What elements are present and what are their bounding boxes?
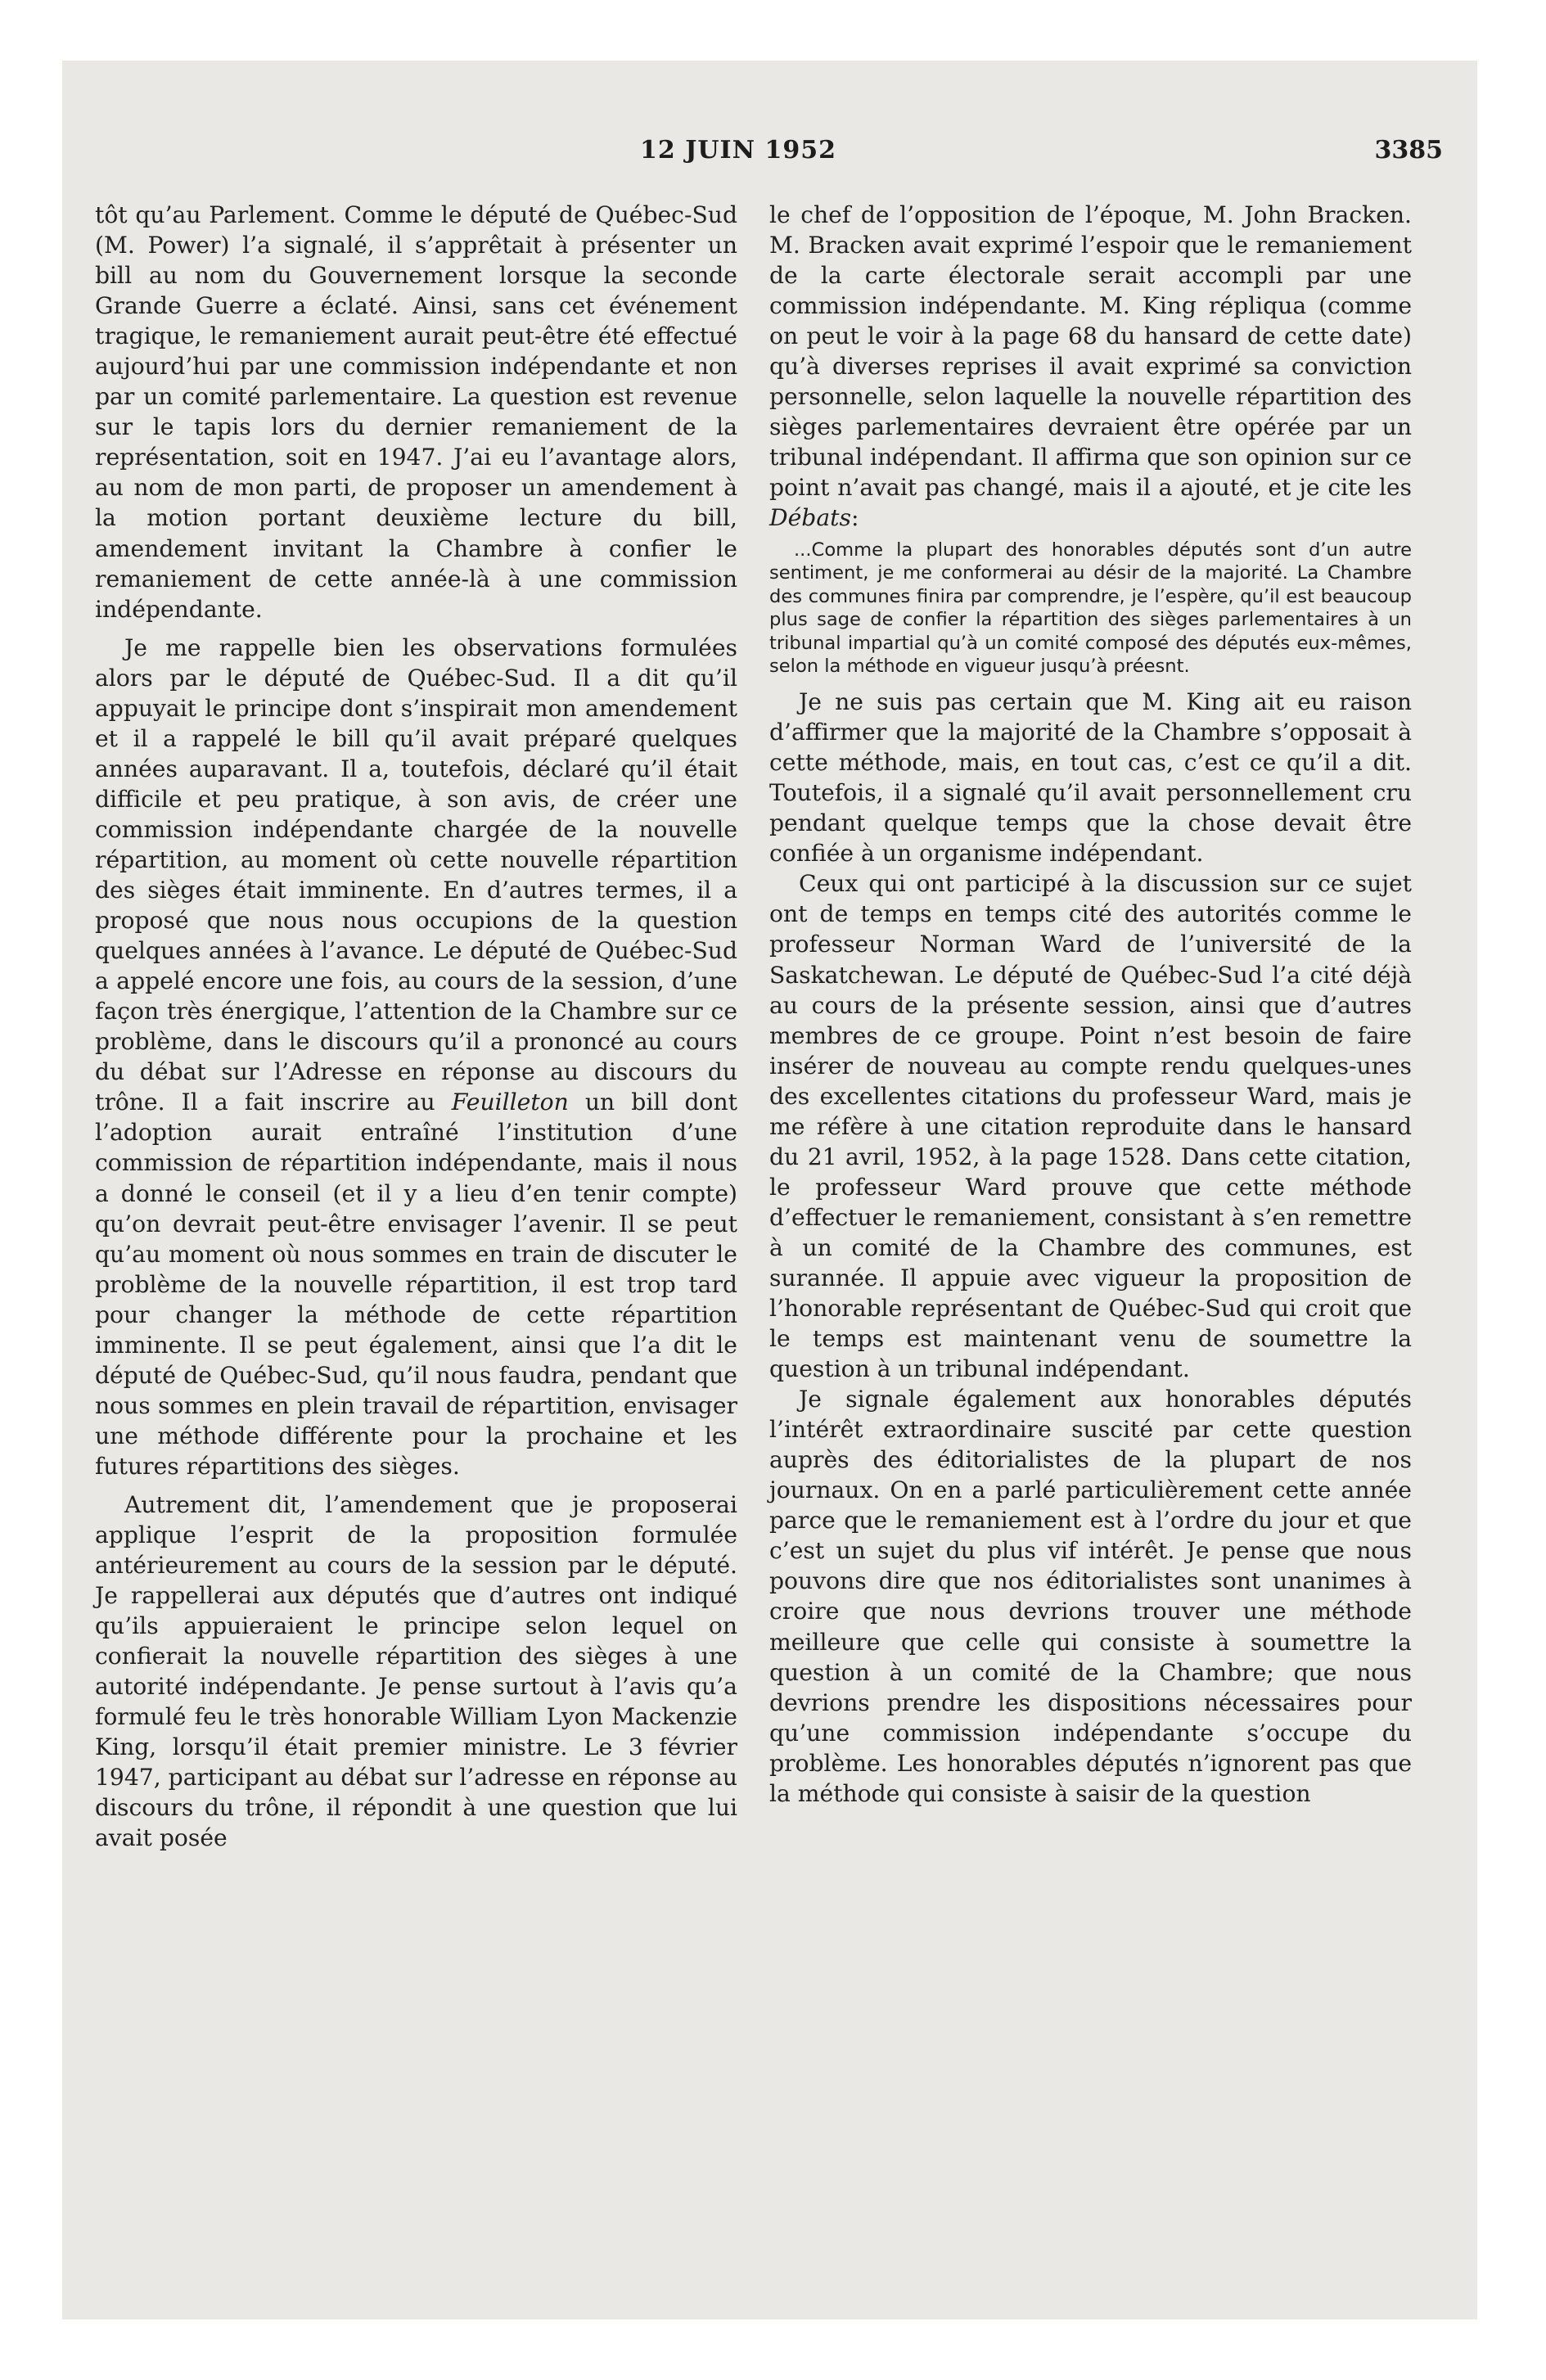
page-header: [101, 136, 1443, 178]
page-number: 3385: [1374, 136, 1443, 165]
italic-term: Feuilleton: [451, 1089, 569, 1116]
paragraph-text: Je me rappelle bien les observations formulées alors par le député de Québec-Sud. Il a dit qu’il appuyait le principe dont s’inspirait mon amendement et il a rappelé le bill qu’il avait préparé quelques années auparavant. Il a, toutefois, déclaré qu’il était difficile et peu pratique, à son avis, de créer une commission indépendante chargée de la nouvelle répartition, au moment où cette nouvelle répartition des sièges était imminente. En d’autres termes, il a proposé que nous nous occupions de la question quelques années à l’avance. Le député de Québec-Sud a appelé encore une fois, au cours de la session, d’une façon très énergique, l’attention de la Chambre sur ce problème, dans le discours qu’il a prononcé au cours du débat sur l’Adresse en réponse au discours du trône. Il a fait inscrire au: [95, 633, 737, 1116]
right-column: [769, 200, 1412, 1809]
header-date: 12 JUIN 1952: [640, 136, 836, 165]
paragraph-text: le chef de l’opposition de l’époque, M. John Bracken. M. Bracken avait exprimé l’espoir que le remaniement de la carte électorale serait accompli par une commission indépendante. M. King répliqua (comme on peut le voir à la page 68 du hansard de cette date) qu’à diverses reprises il avait exprimé sa conviction personnelle, selon laquelle la nouvelle répartition des sièges parlementaires devraient être opérée par un tribunal indépendant. Il affirma que son opinion sur ce point n’avait pas changé, mais il a ajouté, et je cite les: [769, 201, 1412, 502]
paragraph-editorials: [769, 1384, 1412, 1809]
paragraph-text: Autrement dit, l’amendement que je proposerai applique l’esprit de la proposition formulée antérieurement au cours de la session par le député. Je rappellerai aux députés que d’autres ont indiqué qu’ils appuieraient le principe selon lequel on confierait la nouvelle répartition des sièges à une autorité indépendante. Je pense surtout à l’avis qu’a formulé feu le très honorable William Lyon Mackenzie King, lorsqu’il était premier ministre. Le 3 février 1947, participant au débat sur l’adresse en réponse au discours du trône, il répondit à une question que lui avait posée: [95, 1490, 737, 1852]
punctuation: :: [850, 504, 859, 532]
block-quote: ...Comme la plupart des honorables députés sont d’un autre sentiment, je me conformerai au désir de la majorité. La Chambre des communes finira par comprendre, je l’espère, qu’il est beaucoup plus sage de confier la répartition des sièges parlementaires à un tribunal impartial qu’à un comité composé des députés eux-mêmes, selon la méthode en vigueur jusqu’à préesnt.: [769, 539, 1412, 678]
paragraph-observations: [95, 633, 737, 1481]
paragraph-king: [769, 687, 1412, 868]
italic-term: Débats: [769, 504, 851, 532]
paragraph-text: un bill dont l’adoption aurait entraîné l’institution d’une commission de répartition indépendante, mais il nous a donné le conseil (et il y a lieu d’en tenir compte) qu’on devrait peut-être envisager l’avenir. Il se peut qu’au moment où nous sommes en train de discuter le problème de la nouvelle répartition, il est trop tard pour changer la méthode de cette répartition imminente. Il se peut également, ainsi que l’a dit le député de Québec-Sud, qu’il nous faudra, pendant que nous sommes en plein travail de répartition, envisager une méthode différente pour la prochaine et les futures répartitions des sièges.: [95, 1089, 737, 1480]
paragraph-text: Ceux qui ont participé à la discussion sur ce sujet ont de temps en temps cité des autorités comme le professeur Norman Ward de l’université de la Saskatchewan. Le député de Québec-Sud l’a cité déjà au cours de la présente session, ainsi que d’autres membres de ce groupe. Point n’est besoin de faire insérer de nouveau au compte rendu quelques-unes des excellentes citations du professeur Ward, mais je me réfère à une citation reproduite dans le hansard du 21 avril, 1952, à la page 1528. Dans cette citation, le professeur Ward prouve que cette méthode d’effectuer le remaniement, consistant à s’en remettre à un comité de la Chambre des communes, est surannée. Il appuie avec vigueur la proposition de l’honorable représentant de Québec-Sud qui croit que le temps est maintenant venu de soumettre la question à un tribunal indépendant.: [769, 870, 1412, 1383]
paragraph-text: Je ne suis pas certain que M. King ait eu raison d’affirmer que la majorité de la Chambre s’opposait à cette méthode, mais, en tout cas, c’est ce qu’il a dit. Toutefois, il a signalé qu’il avait personnellement cru pendant quelque temps que la chose devait être confiée à un organisme indépendant.: [769, 688, 1412, 868]
left-column: [95, 200, 737, 1854]
paragraph-continued: [95, 200, 737, 624]
paragraph-continued: [769, 200, 1412, 534]
paragraph-amendment: [95, 1490, 737, 1854]
paragraph-text: tôt qu’au Parlement. Comme le député de Québec-Sud (M. Power) l’a signalé, il s’apprêtait à présenter un bill au nom du Gouvernement lorsque la seconde Grande Guerre a éclaté. Ainsi, sans cet événement tragique, le remaniement aurait peut-être été effectué aujourd’hui par une commission indépendante et non par un comité parlementaire. La question est revenue sur le tapis lors du dernier remaniement de la représentation, soit en 1947. J’ai eu l’avantage alors, au nom de mon parti, de proposer un amendement à la motion portant deuxième lecture du bill, amendement invitant la Chambre à confier le remaniement de cette année-là à une commission indépendante.: [95, 201, 737, 623]
paragraph-ward: [769, 868, 1412, 1384]
paragraph-text: Je signale également aux honorables députés l’intérêt extraordinaire suscité par cette question auprès des éditorialistes de la plupart de nos journaux. On en a parlé particulièrement cette année parce que le remaniement est à l’ordre du jour et que c’est un sujet du plus vif intérêt. Je pense que nous pouvons dire que nos éditorialistes sont unanimes à croire que nous devrions trouver une méthode meilleure que celle qui consiste à soumettre la question à un comité de la Chambre; que nous devrions prendre les dispositions nécessaires pour qu’une commission indépendante s’occupe du problème. Les honorables députés n’ignorent pas que la méthode qui consiste à saisir de la question: [769, 1386, 1412, 1807]
